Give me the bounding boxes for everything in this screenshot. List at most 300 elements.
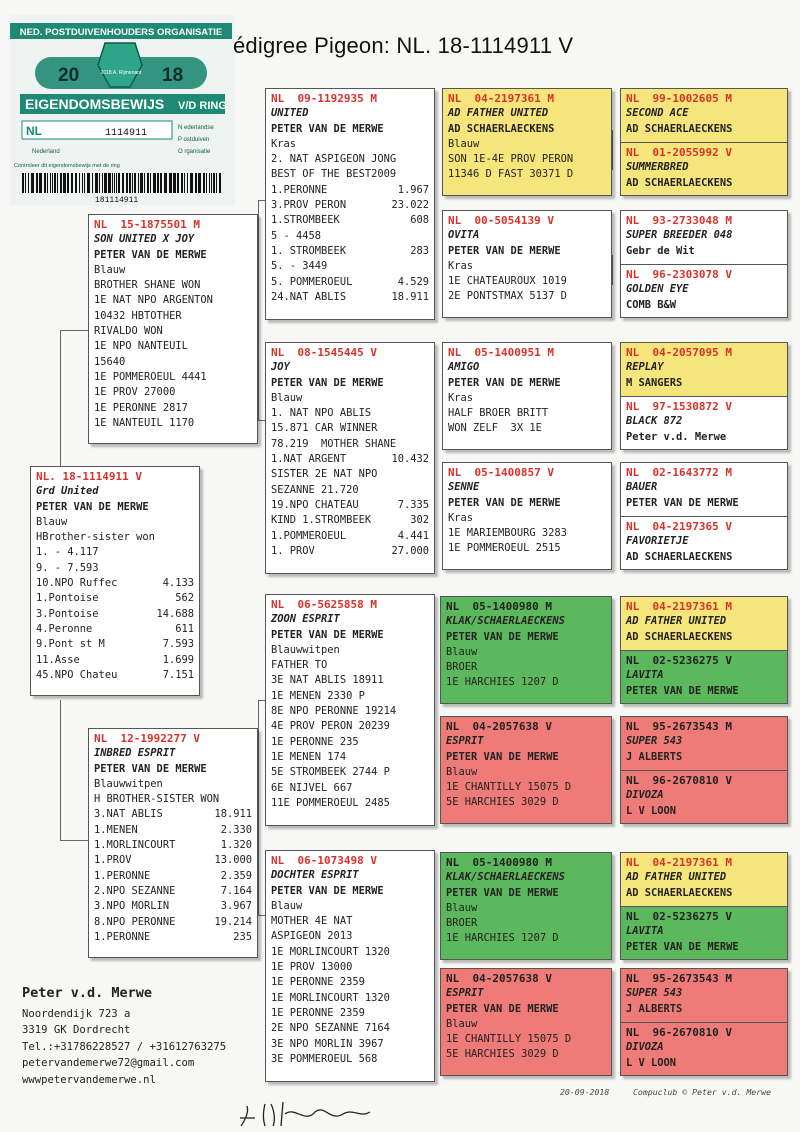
barcode-bar xyxy=(187,173,188,193)
ring-number: NL 15-1875501 M xyxy=(94,218,200,231)
result-line: 9. - 7.593 xyxy=(36,561,99,574)
result-value: 302 xyxy=(410,514,429,527)
result-value: 2.359 xyxy=(220,869,252,882)
pigeon-name: AD FATHER UNITED xyxy=(626,615,727,628)
pigeon-name: ZOON ESPRIT xyxy=(271,613,340,626)
barcode-bar xyxy=(219,173,221,193)
owner-name: PETER VAN DE MERWE xyxy=(271,122,384,135)
cert-nederland: Nederland xyxy=(32,149,60,155)
ancestor-card-dam[interactable] xyxy=(621,264,787,317)
pigeon-card-fm[interactable] xyxy=(265,342,435,574)
cert-side-3: O rganisatie xyxy=(178,149,211,155)
owner-name: COMB B&W xyxy=(626,298,677,311)
cert-barcode-number: 181114911 xyxy=(95,196,139,205)
result-line: 15.871 CAR WINNER xyxy=(271,422,378,435)
certificate-graphic xyxy=(10,15,235,205)
pigeon-name: SUPER BREEDER 048 xyxy=(626,229,733,242)
result-line: 1E MORLINCOURT 1320 xyxy=(271,991,390,1004)
ancestor-card-sire[interactable] xyxy=(621,853,787,906)
ancestor-card-dam[interactable] xyxy=(621,1022,787,1075)
result-line: 1. - 4.117 xyxy=(36,546,99,559)
result-row xyxy=(36,591,194,606)
ancestor-card-sire[interactable] xyxy=(621,969,787,1022)
result-line: 1E CHANTILLY 15075 D xyxy=(446,1033,572,1046)
result-row xyxy=(94,807,252,822)
result-value: 283 xyxy=(410,244,429,257)
owner-name: AD SCHAERLAECKENS xyxy=(626,886,733,899)
result-race: 9.Pont st M xyxy=(36,638,105,651)
barcode-bar xyxy=(82,173,83,193)
result-line: 11E POMMEROEUL 2485 xyxy=(271,796,390,809)
result-line: HALF BROER BRITT xyxy=(448,407,549,420)
pigeon-card-fff[interactable] xyxy=(442,88,612,196)
result-race: SEZANNE 21.720 xyxy=(271,483,359,496)
owner-name: PETER VAN DE MERWE xyxy=(271,376,384,389)
pigeon-name: SUPER 543 xyxy=(626,735,683,748)
barcode-bar xyxy=(118,173,120,193)
ring-number: NL 04-2197361 M xyxy=(626,856,732,869)
result-race: 1.NAT ARGENT xyxy=(271,453,347,466)
pigeon-name: Grd United xyxy=(36,485,99,498)
cert-org: NED. POSTDUIVENHOUDERS ORGANISATIE xyxy=(19,27,223,38)
result-race: SISTER 2E NAT NPO xyxy=(271,468,378,481)
barcode-bar xyxy=(63,173,66,193)
barcode-bar xyxy=(216,173,217,193)
owner-name: PETER VAN DE MERWE xyxy=(626,940,739,953)
barcode-bar xyxy=(87,173,90,193)
connector-line xyxy=(612,130,613,170)
result-race: 45.NPO Chateu xyxy=(36,668,118,681)
ring-number: NL 99-1002605 M xyxy=(626,92,732,105)
barcode-bar xyxy=(50,173,51,193)
result-line: 11346 D FAST 30371 D xyxy=(448,168,574,181)
result-line: 5E HARCHIES 3029 D xyxy=(446,1048,559,1061)
ring-number: NL 97-1530872 V xyxy=(626,400,732,413)
page-title: édigree Pigeon: NL. 18-1114911 V xyxy=(233,33,574,58)
result-line: BROER xyxy=(446,661,478,674)
ring-number: NL 04-2197365 V xyxy=(626,520,732,533)
result-row xyxy=(271,483,429,498)
ancestor-pair-p8 xyxy=(620,968,788,1076)
result-line: 6E NIJVEL 667 xyxy=(271,781,353,794)
result-value: 14.688 xyxy=(156,607,194,620)
result-line: 2E NPO SEZANNE 7164 xyxy=(271,1022,390,1035)
ring-number: NL 04-2057638 V xyxy=(446,720,552,733)
barcode-bar xyxy=(213,173,215,193)
ring-number: NL 96-2670810 V xyxy=(626,774,732,787)
barcode-bar xyxy=(60,173,62,193)
pigeon-color: Blauw xyxy=(36,515,68,528)
result-line: 4E PROV PERON 20239 xyxy=(271,720,390,733)
result-line: MOTHER 4E NAT xyxy=(271,915,353,928)
result-line: 1E PROV 27000 xyxy=(94,386,176,399)
result-line: RIVALDO WON xyxy=(94,325,163,338)
ancestor-card-sire[interactable] xyxy=(621,211,787,264)
result-value: 608 xyxy=(410,214,429,227)
result-row xyxy=(94,930,252,945)
pigeon-card-mm[interactable] xyxy=(265,850,435,1082)
result-race: 5 - 4458 xyxy=(271,229,322,242)
ancestor-card-sire[interactable] xyxy=(621,89,787,142)
result-row xyxy=(271,498,429,513)
barcode-bar xyxy=(122,173,124,193)
result-line: 1E CHANTILLY 15075 D xyxy=(446,781,572,794)
pigeon-color: Blauw xyxy=(446,1017,478,1030)
result-line: 1E PERONNE 2359 xyxy=(271,1006,365,1019)
result-row xyxy=(36,668,194,683)
barcode-bar xyxy=(206,173,207,193)
ring-number: NL 04-2057095 M xyxy=(626,346,732,359)
ancestor-card-dam[interactable] xyxy=(621,770,787,823)
result-line: 1E CHATEAUROUX 1019 xyxy=(448,275,567,288)
connector-line xyxy=(60,700,61,840)
result-value: 23.022 xyxy=(391,199,429,212)
barcode-bar xyxy=(25,173,26,193)
result-row xyxy=(271,290,429,305)
ancestor-pair-p5 xyxy=(620,596,788,704)
pigeon-name: OVITA xyxy=(448,229,480,242)
cert-year-small: 2018 A. Rijmenant xyxy=(100,70,142,76)
barcode-bar xyxy=(84,173,85,193)
result-line: 78.219 MOTHER SHANE xyxy=(271,437,397,450)
ancestor-card-sire[interactable] xyxy=(621,717,787,770)
pigeon-name: BAUER xyxy=(626,481,658,494)
owner-name: PETER VAN DE MERWE xyxy=(446,886,559,899)
pigeon-name: AD FATHER UNITED xyxy=(448,107,549,120)
barcode-bar xyxy=(177,173,179,193)
ancestor-pair-p6 xyxy=(620,716,788,824)
pigeon-card-mff[interactable] xyxy=(440,596,612,704)
pigeon-card-mmf[interactable] xyxy=(440,852,612,960)
pigeon-color: Blauw xyxy=(446,765,478,778)
result-race: 19.NPO CHATEAU xyxy=(271,498,359,511)
owner-name: PETER VAN DE MERWE xyxy=(626,684,739,697)
barcode-bar xyxy=(57,173,58,193)
pigeon-name: DIVOZA xyxy=(626,1041,664,1054)
owner-name: Gebr de Wit xyxy=(626,244,695,257)
breeder-city: 3319 GK Dordrecht xyxy=(22,1024,131,1036)
result-line: H BROTHER-SISTER WON xyxy=(94,793,220,806)
result-line: 1E HARCHIES 1207 D xyxy=(446,676,559,689)
result-line: FATHER TO xyxy=(271,659,328,672)
result-line: 3E NPO MORLIN 3967 xyxy=(271,1037,384,1050)
pigeon-name: UNITED xyxy=(271,107,309,120)
pigeon-color: Kras xyxy=(448,511,474,524)
pigeon-name: SUPER 543 xyxy=(626,987,683,1000)
cert-number: 1114911 xyxy=(105,128,148,139)
result-line: 10432 HBTOTHER xyxy=(94,309,182,322)
result-line: 8E NPO PERONNE 19214 xyxy=(271,705,397,718)
ring-number: NL 02-5236275 V xyxy=(626,654,732,667)
ring-number: NL 04-2197361 M xyxy=(626,600,732,613)
pigeon-color: Kras xyxy=(448,259,474,272)
barcode-bar xyxy=(28,173,29,193)
pigeon-name: JOY xyxy=(271,361,290,374)
pigeon-name: DIVOZA xyxy=(626,789,664,802)
ancestor-card-sire[interactable] xyxy=(621,343,787,396)
breeder-address xyxy=(22,985,226,1088)
signature xyxy=(235,1098,375,1130)
barcode-bar xyxy=(132,173,133,193)
barcode-bar xyxy=(95,173,98,193)
owner-name: PETER VAN DE MERWE xyxy=(271,628,384,641)
ring-number: NL 12-1992277 V xyxy=(94,732,200,745)
result-row xyxy=(36,607,194,622)
owner-name: PETER VAN DE MERWE xyxy=(626,496,739,509)
pigeon-card-fmm[interactable] xyxy=(442,462,612,570)
pigeon-color: Kras xyxy=(271,137,297,150)
barcode-bar xyxy=(92,173,93,193)
owner-name: AD SCHAERLAECKENS xyxy=(448,122,555,135)
connector-line xyxy=(258,700,259,915)
breeder-website[interactable]: wwwpetervandemerwe.nl xyxy=(22,1073,156,1086)
owner-name: PETER VAN DE MERWE xyxy=(94,762,207,775)
result-race: 5. POMMEROEUL xyxy=(271,275,353,288)
ancestor-card-dam[interactable] xyxy=(621,516,787,569)
result-value: 13.000 xyxy=(214,854,252,867)
result-value: 1.967 xyxy=(397,183,429,196)
ancestor-pair-p1 xyxy=(620,88,788,196)
result-line: 1E NAT NPO ARGENTON xyxy=(94,294,213,307)
result-row xyxy=(36,637,194,652)
barcode-bar xyxy=(31,173,34,193)
result-line: 1E POMMEROEUL 2515 xyxy=(448,542,561,555)
barcode-bar xyxy=(79,173,80,193)
result-race: 1.MORLINCOURT xyxy=(94,839,176,852)
pigeon-color: Blauw xyxy=(94,263,126,276)
ring-number: NL 05-1400857 V xyxy=(448,466,554,479)
ring-number: NL 09-1192935 M xyxy=(271,92,377,105)
barcode-bar xyxy=(153,173,156,193)
owner-name: AD SCHAERLAECKENS xyxy=(626,630,733,643)
result-race: 5. - 3449 xyxy=(271,260,328,273)
pigeon-color: Blauw xyxy=(271,391,303,404)
result-value: 4.529 xyxy=(397,275,429,288)
barcode-bar xyxy=(47,173,48,193)
pigeon-card-mf[interactable] xyxy=(265,594,435,826)
pigeon-card-mother[interactable] xyxy=(88,728,258,958)
barcode-bar xyxy=(140,173,143,193)
owner-name: PETER VAN DE MERWE xyxy=(271,884,384,897)
result-row xyxy=(271,183,429,198)
result-value: 4.133 xyxy=(162,577,194,590)
ancestor-card-sire[interactable] xyxy=(621,597,787,650)
barcode-bar xyxy=(164,173,167,193)
barcode-bar xyxy=(181,173,183,193)
result-race: 3.PROV PERON xyxy=(271,199,347,212)
owner-name: Peter v.d. Merwe xyxy=(626,430,727,443)
pigeon-name: BLACK 872 xyxy=(626,415,683,428)
result-race: 1.PERONNE xyxy=(271,183,328,196)
owner-name: PETER VAN DE MERWE xyxy=(448,244,561,257)
breeder-street: Noordendijk 723 a xyxy=(22,1007,131,1020)
ring-number: NL 93-2733048 M xyxy=(626,214,732,227)
barcode-bar xyxy=(138,173,139,193)
result-value: 7.151 xyxy=(162,668,194,681)
barcode-bar xyxy=(126,173,128,193)
barcode-bar xyxy=(116,173,117,193)
result-line: 1E PERONNE 235 xyxy=(271,735,359,748)
result-value: 4.441 xyxy=(397,529,429,542)
ownership-certificate xyxy=(10,15,235,205)
result-line: WON ZELF 3X 1E xyxy=(448,422,542,435)
pigeon-card-father[interactable] xyxy=(88,214,258,444)
barcode-bar xyxy=(150,173,151,193)
result-race: 1.POMMEROEUL xyxy=(271,529,347,542)
result-race: 1. PROV xyxy=(271,544,315,557)
ancestor-card-dam[interactable] xyxy=(621,142,787,195)
barcode-bar xyxy=(184,173,185,193)
barcode-bar xyxy=(67,173,69,193)
ring-number: NL 95-2673543 M xyxy=(626,720,732,733)
owner-name: PETER VAN DE MERWE xyxy=(448,496,561,509)
cert-year-right: 18 xyxy=(162,65,184,86)
pigeon-name: AMIGO xyxy=(448,361,480,374)
ring-number: NL 08-1545445 V xyxy=(271,346,377,359)
connector-line xyxy=(60,330,61,470)
barcode-bar xyxy=(147,173,149,193)
ancestor-card-dam[interactable] xyxy=(621,396,787,449)
result-race: 8.NPO PERONNE xyxy=(94,915,176,928)
pigeon-name: KLAK/SCHAERLAECKENS xyxy=(446,615,565,628)
result-race: 10.NPO Ruffec xyxy=(36,577,118,590)
ring-number: NL 01-2055992 V xyxy=(626,146,732,159)
cert-heading-suffix: V/D RING xyxy=(178,100,227,112)
ancestor-pair-p3 xyxy=(620,342,788,450)
ring-number: NL 96-2303078 V xyxy=(626,268,732,281)
cert-year-left: 20 xyxy=(58,65,80,86)
result-row xyxy=(271,529,429,544)
breeder-name: Peter v.d. Merwe xyxy=(22,985,153,1001)
ring-number: NL 02-1643772 M xyxy=(626,466,732,479)
pigeon-name: DOCHTER ESPRIT xyxy=(271,869,359,882)
result-value: 19.214 xyxy=(214,915,252,928)
result-row xyxy=(271,513,429,528)
ring-number: NL 05-1400951 M xyxy=(448,346,554,359)
ring-number: NL 95-2673543 M xyxy=(626,972,732,985)
pigeon-name: SENNE xyxy=(448,481,480,494)
pigeon-color: Blauwwitpen xyxy=(271,643,340,656)
result-race: 2.NPO SEZANNE xyxy=(94,884,176,897)
result-row xyxy=(94,884,252,899)
owner-name: PETER VAN DE MERWE xyxy=(94,248,207,261)
barcode-bar xyxy=(54,173,56,193)
owner-name: AD SCHAERLAECKENS xyxy=(626,550,733,563)
result-line: 2. NAT ASPIGEON JONG xyxy=(271,153,397,166)
ancestor-card-sire[interactable] xyxy=(621,463,787,516)
ring-number: NL 04-2197361 M xyxy=(448,92,554,105)
result-value: 2.330 xyxy=(220,823,252,836)
barcode-bar xyxy=(52,173,53,193)
result-race: 1.STROMBEEK xyxy=(271,214,340,227)
barcode-bar xyxy=(195,173,197,193)
pigeon-card-fmf[interactable] xyxy=(442,342,612,450)
result-line: 15640 xyxy=(94,355,126,368)
pigeon-name: LAVITA xyxy=(626,925,664,938)
cert-heading: EIGENDOMSBEWIJS xyxy=(25,96,165,112)
result-row xyxy=(271,452,429,467)
pigeon-name: INBRED ESPRIT xyxy=(94,747,176,760)
barcode-bar xyxy=(44,173,46,193)
result-value: 18.911 xyxy=(391,290,429,303)
result-row xyxy=(36,653,194,668)
barcode-bar xyxy=(203,173,205,193)
result-line: 1E POMMEROEUL 4441 xyxy=(94,370,207,383)
pigeon-name: SECOND ACE xyxy=(626,107,689,120)
ring-number: NL 06-1073498 V xyxy=(271,854,377,867)
result-race: 1. STROMBEEK xyxy=(271,244,347,257)
result-row xyxy=(271,213,429,228)
owner-name: AD SCHAERLAECKENS xyxy=(626,176,733,189)
connector-line xyxy=(612,255,613,285)
result-row xyxy=(36,622,194,637)
result-row xyxy=(94,838,252,853)
result-value: 27.000 xyxy=(391,544,429,557)
pigeon-card-ff[interactable] xyxy=(265,88,435,320)
footer-credit: Compuclub © Peter v.d. Merwe xyxy=(633,1087,772,1097)
barcode-bar xyxy=(190,173,193,193)
footer-date: 20-09-2018 xyxy=(560,1087,610,1097)
result-race: 1.MENEN xyxy=(94,823,138,836)
ring-number: NL 00-5054139 V xyxy=(448,214,554,227)
breeder-phone: Tel.:+31786228527 / +31612763275 xyxy=(22,1040,227,1053)
result-line: BEST OF THE BEST2009 xyxy=(271,168,397,181)
result-race: 3.Pontoise xyxy=(36,607,99,620)
barcode-bar xyxy=(36,173,38,193)
ancestor-pair-p2 xyxy=(620,210,788,318)
pigeon-card-mmm[interactable] xyxy=(440,968,612,1076)
barcode-bar xyxy=(169,173,172,193)
result-value: 7.164 xyxy=(220,884,252,897)
ring-number: NL 05-1400980 M xyxy=(446,856,552,869)
result-line: 1E PROV 13000 xyxy=(271,961,353,974)
breeder-email[interactable]: petervandemerwe72@gmail.com xyxy=(22,1057,195,1069)
pigeon-color: Blauw xyxy=(448,137,480,150)
pigeon-card-ffm[interactable] xyxy=(442,210,612,318)
ring-number: NL 06-5625858 M xyxy=(271,598,377,611)
ancestor-card-dam[interactable] xyxy=(621,650,787,703)
result-row xyxy=(271,244,429,259)
pigeon-card-mfm[interactable] xyxy=(440,716,612,824)
barcode-bar xyxy=(160,173,162,193)
owner-name: PETER VAN DE MERWE xyxy=(36,500,149,513)
barcode-bar xyxy=(173,173,176,193)
barcode-bar xyxy=(102,173,103,193)
result-line: 5E STROMBEEK 2744 P xyxy=(271,766,390,779)
result-value: 3.967 xyxy=(220,900,252,913)
owner-name: J ALBERTS xyxy=(626,1002,683,1015)
result-row xyxy=(94,869,252,884)
barcode-bar xyxy=(99,173,100,193)
pigeon-card-subject[interactable] xyxy=(30,466,200,696)
pigeon-name: SON UNITED X JOY xyxy=(94,233,195,246)
result-value: 1.320 xyxy=(220,839,252,852)
result-value: 562 xyxy=(175,592,194,605)
ancestor-card-dam[interactable] xyxy=(621,906,787,959)
result-value: 235 xyxy=(233,930,252,943)
result-line: BROER xyxy=(446,917,478,930)
pigeon-name: REPLAY xyxy=(626,361,664,374)
barcode-bar xyxy=(198,173,201,193)
connector-line xyxy=(258,200,259,420)
ring-number: NL. 18-1114911 V xyxy=(36,470,142,483)
result-line: 2E PONTSTMAX 5137 D xyxy=(448,290,567,303)
result-row xyxy=(271,229,429,244)
result-row xyxy=(94,915,252,930)
result-line: HBrother-sister won xyxy=(36,531,155,544)
result-race: 24.NAT ABLIS xyxy=(271,290,347,303)
pigeon-name: KLAK/SCHAERLAECKENS xyxy=(446,871,565,884)
